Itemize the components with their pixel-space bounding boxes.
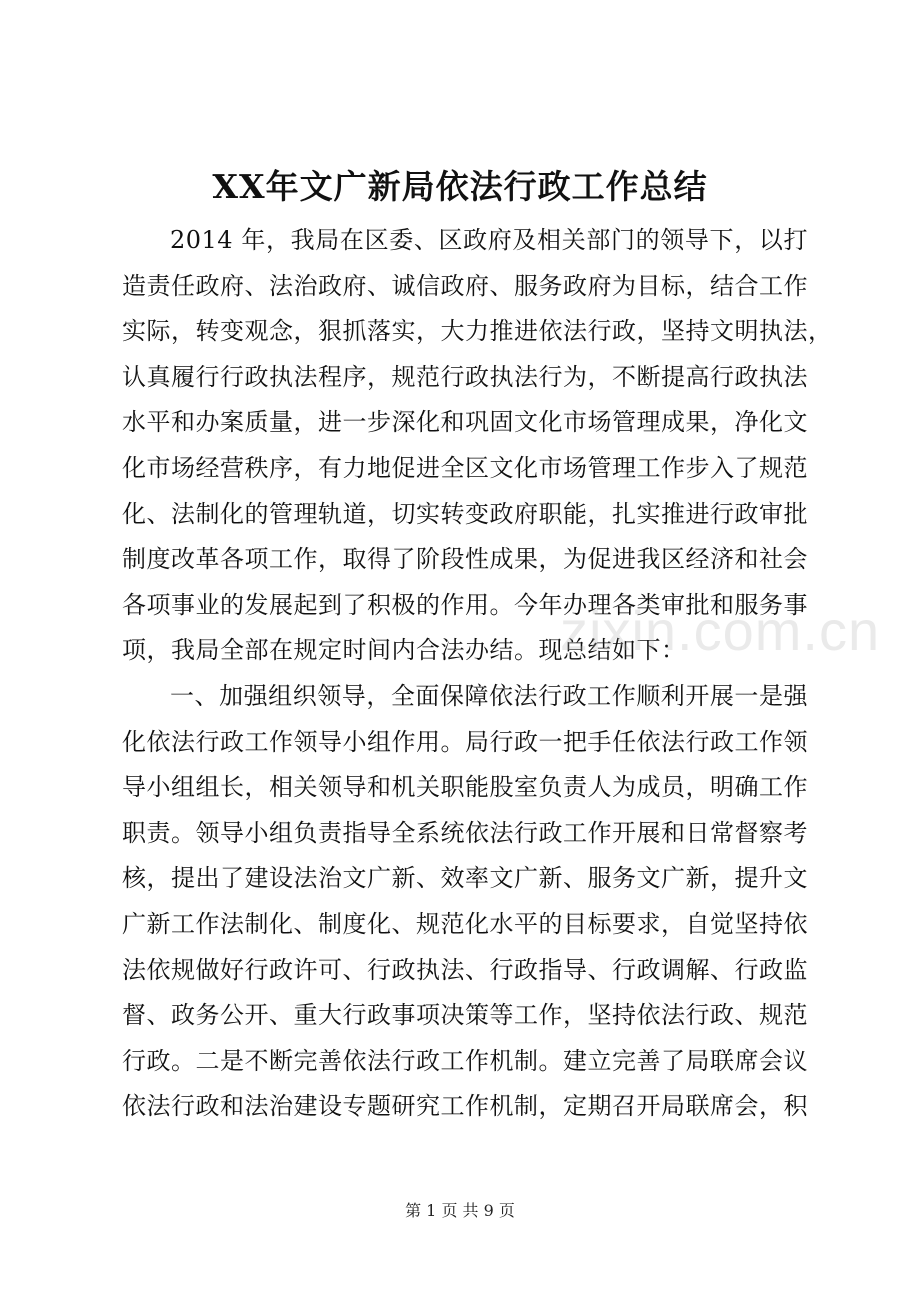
- document-title: XX年文广新局依法行政工作总结: [212, 167, 708, 206]
- body-line: 制度改革各项工作，取得了阶段性成果，为促进我区经济和社会: [122, 545, 808, 574]
- body-line: 水平和办案质量，进一步深化和巩固文化市场管理成果，净化文: [122, 408, 808, 437]
- body-line: 化、法制化的管理轨道，切实转变政府职能，扎实推进行政审批: [122, 499, 808, 528]
- body-line: 2014 年，我局在区委、区政府及相关部门的领导下，以打: [170, 226, 808, 254]
- body-line: 实际，转变观念，狠抓落实，大力推进依法行政，坚持文明执法，: [122, 317, 833, 346]
- body-line: 导小组组长，相关领导和机关职能股室负责人为成员，明确工作: [122, 773, 808, 802]
- body-line: 职责。领导小组负责指导全系统依法行政工作开展和日常督察考: [122, 818, 808, 847]
- body-line: 核，提出了建设法治文广新、效率文广新、服务文广新，提升文: [122, 864, 808, 893]
- page-footer: 第 1 页 共 9 页: [405, 1201, 515, 1220]
- body-line: 化依法行政工作领导小组作用。局行政一把手任依法行政工作领: [122, 727, 808, 756]
- body-line: 造责任政府、法治政府、诚信政府、服务政府为目标，结合工作: [122, 271, 808, 300]
- document-body: [122, 218, 833, 1130]
- body-line: 依法行政和法治建设专题研究工作机制，定期召开局联席会，积: [122, 1092, 808, 1121]
- body-line: 认真履行行政执法程序，规范行政执法行为，不断提高行政执法: [122, 362, 808, 391]
- body-line: 一、加强组织领导，全面保障依法行政工作顺利开展一是强: [170, 681, 808, 710]
- body-line: 督、政务公开、重大行政事项决策等工作，坚持依法行政、规范: [122, 1001, 808, 1030]
- watermark: zixin.com.cn: [560, 599, 881, 662]
- body-line: 化市场经营秩序，有力地促进全区文化市场管理工作步入了规范: [122, 453, 808, 482]
- body-line: 广新工作法制化、制度化、规范化水平的目标要求，自觉坚持依: [122, 909, 808, 938]
- body-line: 各项事业的发展起到了积极的作用。今年办理各类审批和服务事: [122, 590, 808, 619]
- body-line: 行政。二是不断完善依法行政工作机制。建立完善了局联席会议: [122, 1046, 808, 1075]
- body-line: 法依规做好行政许可、行政执法、行政指导、行政调解、行政监: [122, 955, 808, 984]
- body-line: 项，我局全部在规定时间内合法办结。现总结如下：: [122, 636, 686, 665]
